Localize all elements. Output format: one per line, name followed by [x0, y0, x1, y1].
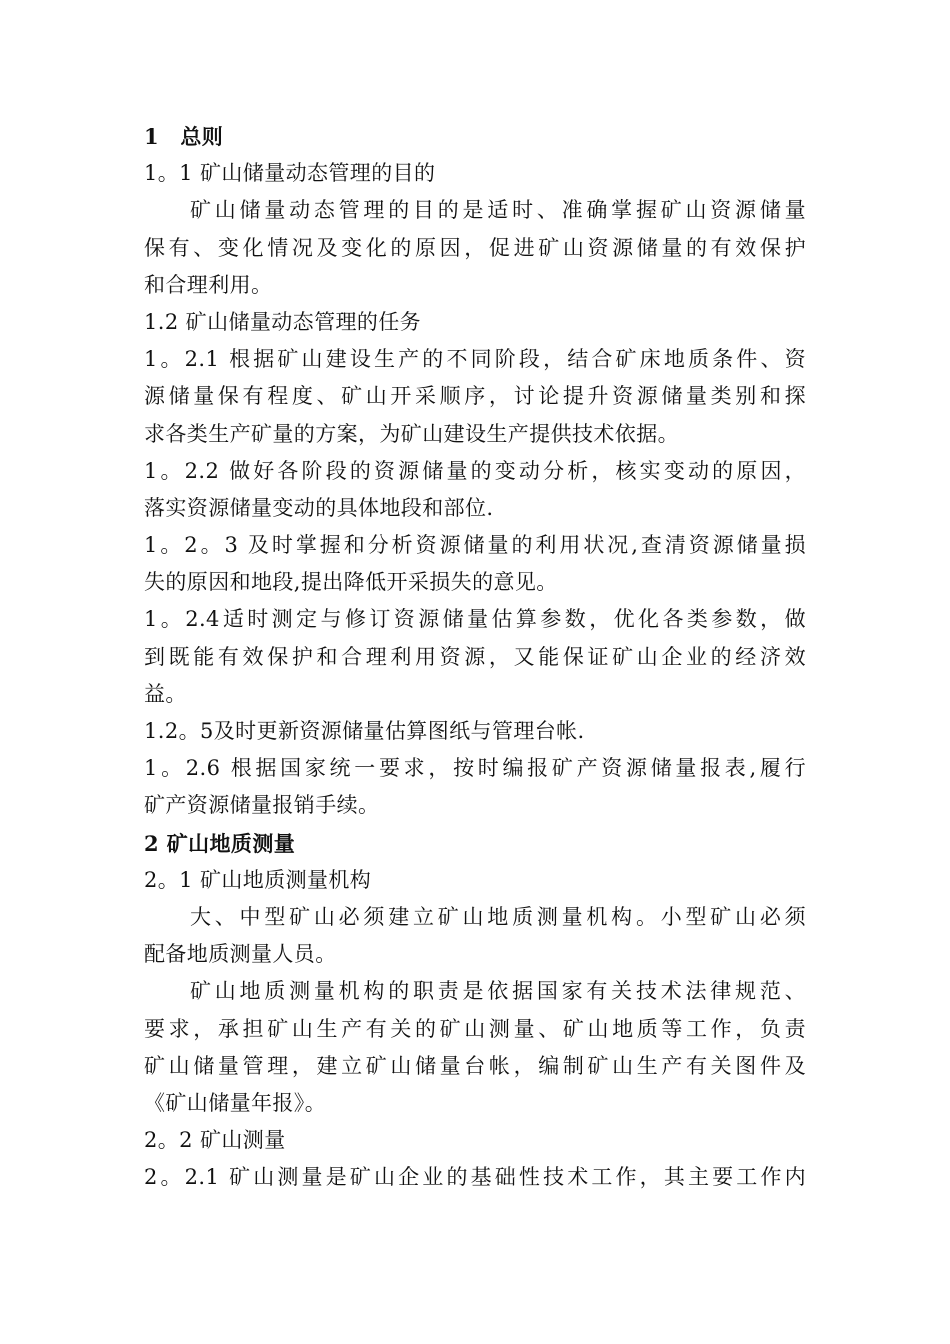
paragraph-line: 大、中型矿山必须建立矿山地质测量机构。小型矿山必须: [190, 904, 806, 929]
paragraph-line: 求各类生产矿量的方案，为矿山建设生产提供技术依据。: [144, 421, 679, 446]
paragraph-line: 矿产资源储量报销手续。: [144, 793, 380, 818]
paragraph-line: 益。: [144, 681, 187, 706]
section-heading-1: 1 总则: [144, 124, 224, 149]
paragraph-line: 源储量保有程度、矿山开采顺序，讨论提升资源储量类别和探: [144, 384, 806, 409]
paragraph-line: 《矿山储量年报》。: [144, 1090, 327, 1115]
subsection-heading-1-2: 1.2 矿山储量动态管理的任务: [144, 309, 422, 334]
section-heading-2: 2 矿山地质测量: [144, 830, 296, 856]
paragraph-line: 保有、变化情况及变化的原因，促进矿山资源储量的有效保护: [144, 235, 806, 260]
subsection-heading-1-1: 1。1 矿山储量动态管理的目的: [144, 161, 436, 186]
paragraph-line: 失的原因和地段,提出降低开采损失的意见。: [144, 570, 558, 595]
paragraph-line: 到既能有效保护和合理利用资源，又能保证矿山企业的经济效: [144, 644, 806, 669]
paragraph-line: 1.2。5及时更新资源储量估算图纸与管理台帐.: [144, 719, 585, 743]
paragraph-line: 和合理利用。: [144, 272, 273, 297]
document-page: [144, 118, 806, 1196]
paragraph-line: 1。2.1 根据矿山建设生产的不同阶段，结合矿床地质条件、资: [144, 347, 806, 372]
paragraph-line: 矿山地质测量机构的职责是依据国家有关技术法律规范、: [190, 979, 806, 1004]
paragraph-line: 1。2.4适时测定与修订资源储量估算参数，优化各类参数，做: [144, 607, 806, 632]
paragraph-line: 1。2.2 做好各阶段的资源储量的变动分析，核实变动的原因，: [144, 458, 806, 483]
paragraph-line: 矿山储量动态管理的目的是适时、准确掌握矿山资源储量: [190, 198, 806, 223]
paragraph-line: 2。2.1 矿山测量是矿山企业的基础性技术工作，其主要工作内: [144, 1165, 806, 1190]
paragraph-line: 1。2.6 根据国家统一要求，按时编报矿产资源储量报表,履行: [144, 756, 806, 781]
paragraph-line: 矿山储量管理，建立矿山储量台帐，编制矿山生产有关图件及: [144, 1053, 806, 1078]
paragraph-line: 配备地质测量人员。: [144, 942, 337, 967]
paragraph-line: 要求，承担矿山生产有关的矿山测量、矿山地质等工作，负责: [144, 1016, 806, 1041]
paragraph-line: 落实资源储量变动的具体地段和部位.: [144, 495, 494, 520]
subsection-heading-2-1: 2。1 矿山地质测量机构: [144, 867, 372, 892]
subsection-heading-2-2: 2。2 矿山测量: [144, 1128, 286, 1153]
paragraph-line: 1。2。3 及时掌握和分析资源储量的利用状况,查清资源储量损: [144, 533, 806, 558]
